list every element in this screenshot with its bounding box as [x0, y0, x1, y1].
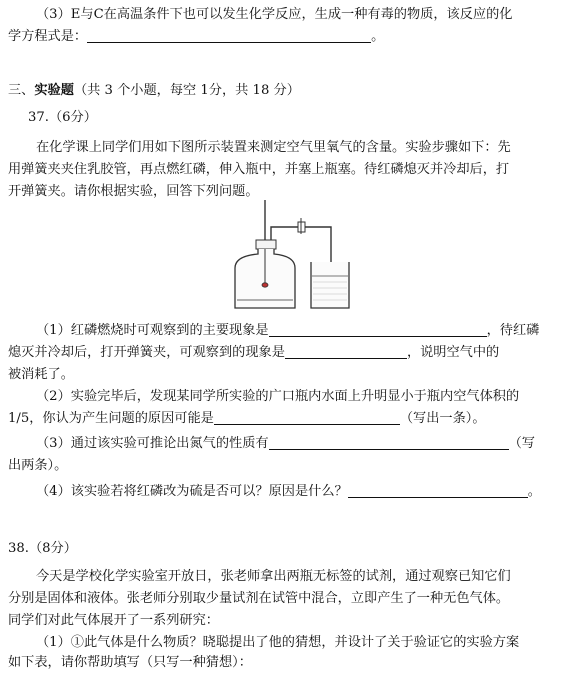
q38-intro-line3: 同学们对此气体展开了一系列研究： [8, 613, 219, 628]
q37-1-line2 [8, 342, 499, 364]
bottle-stopper [256, 240, 276, 249]
red-phosphorus [262, 283, 268, 287]
q37-1-prompt-b: 熄灭并冷却后，打开弹簧夹，可观察到的现象是 [8, 345, 285, 360]
q37-3-suffix: （写 [508, 436, 535, 451]
section-heading [8, 80, 300, 102]
oxygen-apparatus-figure [225, 200, 355, 312]
q36-3-answer-blank[interactable] [87, 27, 371, 43]
section-scoring: （共 3 个小题，每空 1分，共 18 分） [73, 83, 300, 98]
q37-3-line1 [36, 433, 535, 455]
q38-1-line2: 如下表，请你帮助填写（只写一种猜想）： [8, 655, 252, 670]
q37-1-blank-a[interactable] [269, 321, 487, 337]
q37-2-blank[interactable] [214, 409, 400, 425]
q37-1-blank-b[interactable] [285, 343, 407, 359]
q37-1-suffix-b: ，说明空气中的 [406, 345, 500, 360]
q37-1-line3: 被消耗了。 [8, 367, 74, 382]
q38-number: 38.（8分） [8, 541, 77, 556]
q37-3-blank[interactable] [269, 434, 509, 450]
section-title: 实验题 [34, 83, 74, 98]
q37-2-suffix: （写出一条）。 [399, 411, 486, 426]
q36-3-line1: （3）E与C在高温条件下也可以发生化学反应，生成一种有毒的物质，该反应的化 [36, 7, 513, 22]
q37-intro-line1: 在化学课上同学们用如下图所示装置来测定空气里氧气的含量。实验步骤如下：先 [36, 140, 511, 155]
q37-3-prompt: （3）通过该实验可推论出氮气的性质有 [36, 436, 269, 451]
q38-1-line1: （1）①此气体是什么物质？晓聪提出了他的猜想，并设计了关于验证它的实验方案 [36, 635, 520, 650]
q37-2-line2 [8, 408, 486, 430]
q37-2-prompt: 1/5，你认为产生问题的原因可能是 [8, 411, 214, 426]
q37-4-blank[interactable] [348, 482, 528, 498]
q36-3-period: 。 [371, 29, 385, 44]
q37-intro-line2: 用弹簧夹夹住乳胶管，再点燃红磷，伸入瓶中，并塞上瓶塞。待红磷熄灭并冷却后，打 [8, 162, 510, 177]
q36-3-line2 [8, 26, 384, 48]
q36-3-prompt: 学方程式是： [8, 29, 88, 44]
q37-4-line1 [36, 481, 541, 503]
q37-3-line2: 出两条）。 [8, 458, 68, 473]
q37-1-suffix-a: ，待红磷 [486, 323, 540, 338]
section-number: 三、 [8, 83, 35, 98]
q37-1-prompt-a: （1）红磷燃烧时可观察到的主要现象是 [36, 323, 269, 338]
q38-intro-line2: 分别是固体和液体。张老师分别取少量试剂在试管中混合，立即产生了一种无色气体。 [8, 591, 510, 606]
q37-number: 37.（6分） [28, 110, 97, 125]
q37-1-line1 [36, 320, 539, 342]
q37-4-prompt: （4）该实验若将红磷改为硫是否可以？原因是什么？ [36, 484, 348, 499]
beaker [311, 262, 349, 308]
q38-intro-line1: 今天是学校化学实验室开放日，张老师拿出两瓶无标签的试剂，通过观察已知它们 [36, 569, 511, 584]
q37-4-suffix: 。 [527, 484, 541, 499]
q37-intro-line3: 开弹簧夹。请你根据实验，回答下列问题。 [8, 184, 259, 199]
q37-2-line1: （2）实验完毕后，发现某同学所实验的广口瓶内水面上升明显小于瓶内空气体积的 [36, 389, 520, 404]
